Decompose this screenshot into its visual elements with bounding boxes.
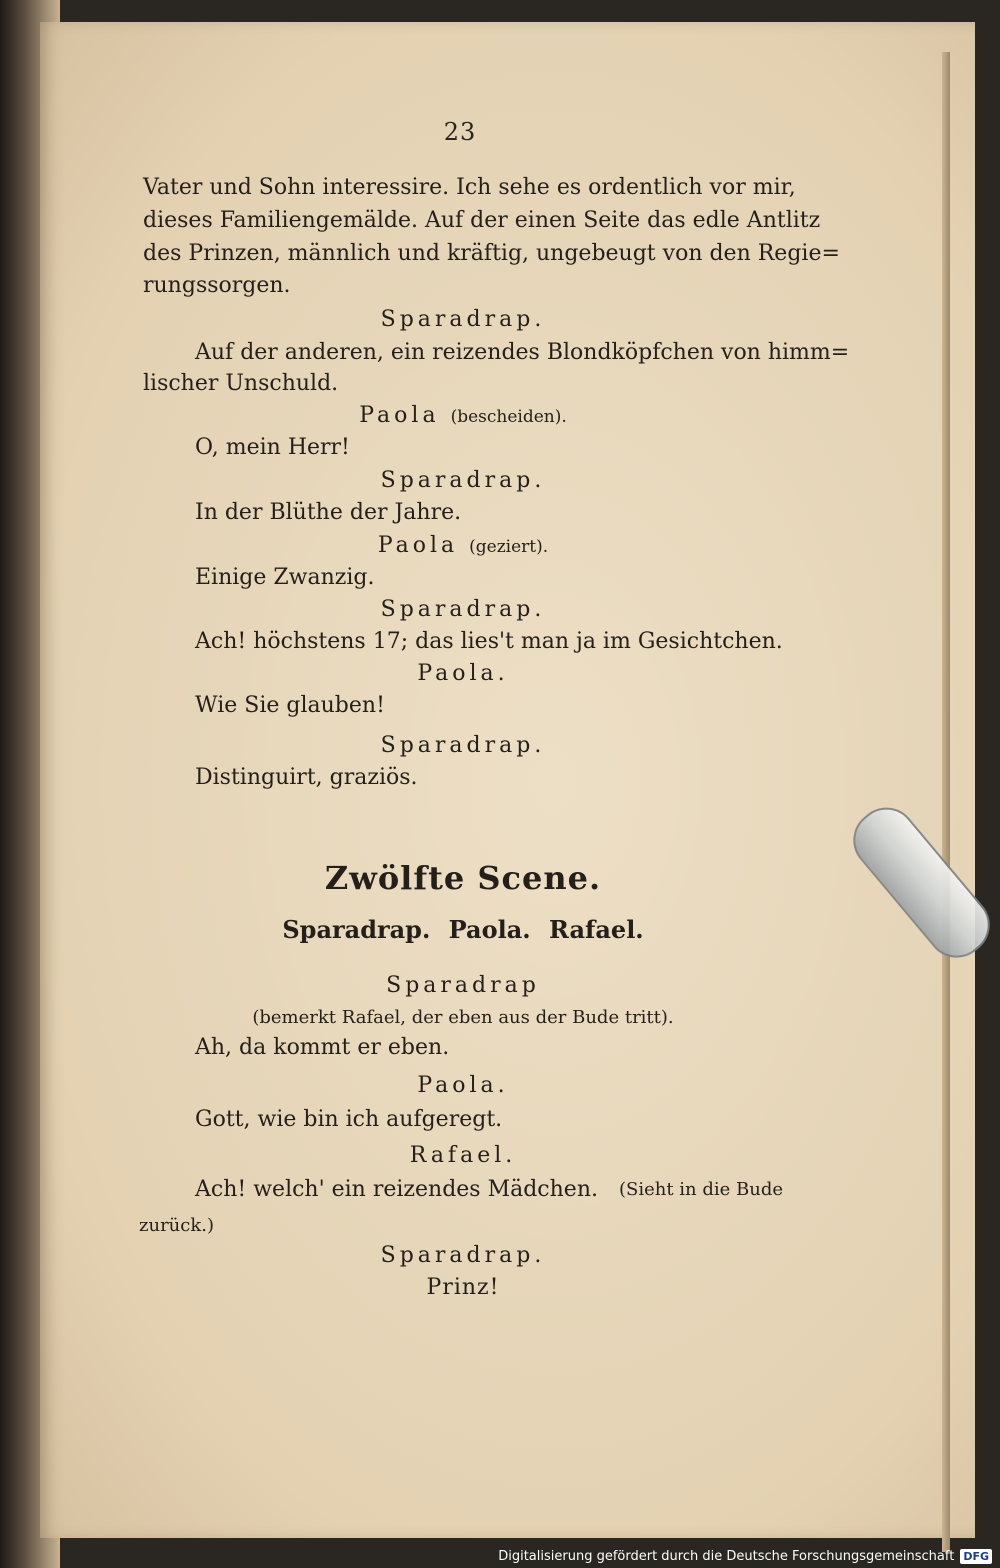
text-line: des Prinzen, männlich und kräftig, ungebeugt von den Regie= xyxy=(143,241,840,266)
text-line: dieses Familiengemälde. Auf der einen Seite das edle Antlitz xyxy=(143,208,821,233)
stage-direction: (bemerkt Rafael, der eben aus der Bude tritt). xyxy=(252,1007,674,1028)
dialogue-line: Ach! höchstens 17; das lies't man ja im Gesichtchen. xyxy=(195,629,783,654)
dialogue-line: Gott, wie bin ich aufgeregt. xyxy=(195,1107,503,1132)
stage-direction: (Sieht in die Bude xyxy=(618,1179,783,1200)
speaker-name: Sparadrap. xyxy=(380,307,546,332)
speaker-name: Sparadrap. xyxy=(380,1243,546,1268)
speaker-name xyxy=(143,400,783,433)
speaker-label: Paola xyxy=(377,533,459,558)
dialogue-line: Einige Zwanzig. xyxy=(195,565,375,590)
dialogue-line: lischer Unschuld. xyxy=(143,371,339,396)
text-line: Vater und Sohn interessire. Ich sehe es ordentlich vor mir, xyxy=(143,175,796,200)
dialogue-line: In der Blüthe der Jahre. xyxy=(195,500,462,525)
speaker-name: Sparadrap. xyxy=(380,733,546,758)
speaker-name: Sparadrap. xyxy=(380,468,546,493)
speaker-name: Sparadrap xyxy=(386,973,540,998)
dialogue-text: Ach! welch' ein reizendes Mädchen. xyxy=(195,1177,598,1202)
speaker-name xyxy=(143,530,783,563)
dfg-logo: DFG xyxy=(960,1549,992,1564)
dialogue-line: Distinguirt, graziös. xyxy=(195,765,418,790)
dialogue-line: Ah, da kommt er eben. xyxy=(195,1035,450,1060)
speaker-label: Paola xyxy=(359,403,440,428)
footer-text: Digitalisierung gefördert durch die Deutsche Forschungsgemeinschaft xyxy=(498,1549,955,1564)
speaker-name: Paola. xyxy=(417,1073,509,1098)
dialogue-line xyxy=(195,1174,783,1206)
footer xyxy=(498,1549,992,1564)
speaker-name: Rafael. xyxy=(409,1143,517,1168)
stage-direction: (bescheiden). xyxy=(450,407,567,427)
text-line: rungssorgen. xyxy=(143,273,291,298)
stage-direction: zurück.) xyxy=(139,1215,215,1236)
dialogue-line: Prinz! xyxy=(426,1275,500,1300)
scene-cast: Sparadrap. Paola. Rafael. xyxy=(282,915,644,944)
page-edge xyxy=(942,52,950,1552)
page-number: 23 xyxy=(443,118,477,146)
dialogue-line: Auf der anderen, ein reizendes Blondköpfchen von himm= xyxy=(195,340,850,365)
dialogue-line: Wie Sie glauben! xyxy=(195,693,385,718)
scene-title: Zwölfte Scene. xyxy=(324,859,602,897)
speaker-name: Sparadrap. xyxy=(380,597,546,622)
stage-direction: (geziert). xyxy=(469,537,549,557)
dialogue-line: O, mein Herr! xyxy=(195,435,350,460)
speaker-name: Paola. xyxy=(417,661,509,686)
